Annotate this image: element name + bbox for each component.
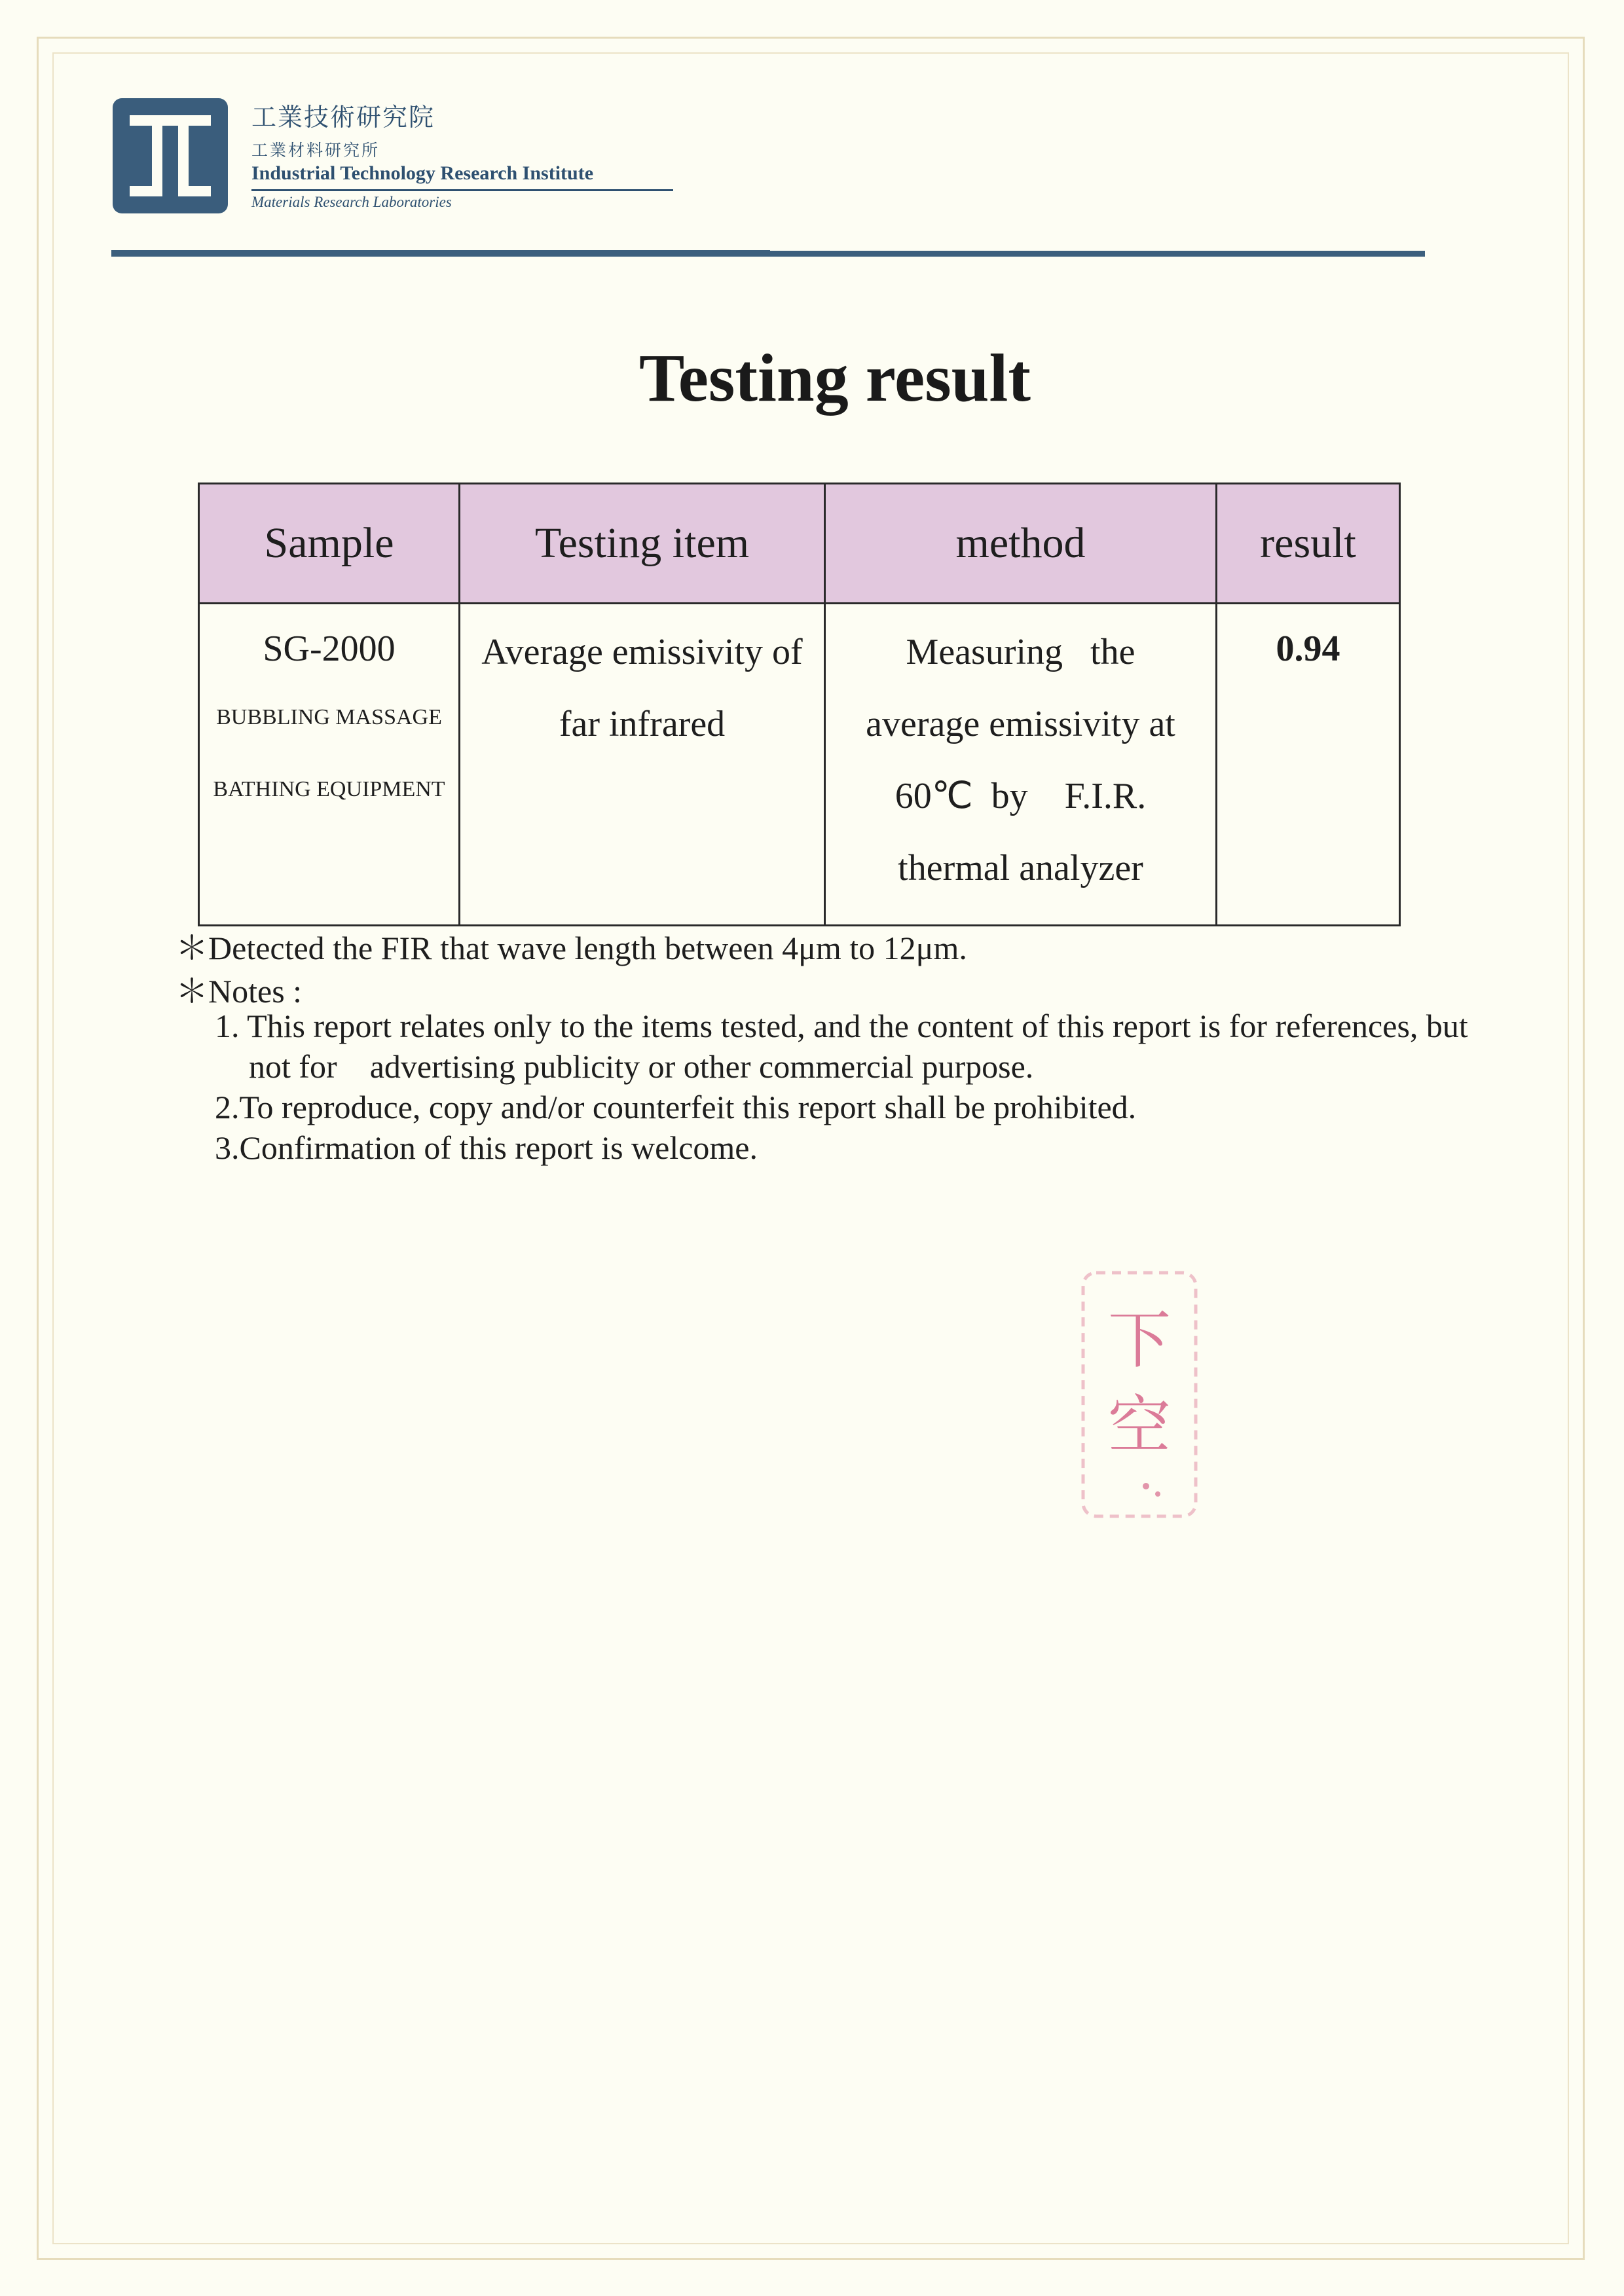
itri-logo-icon (113, 98, 228, 213)
org-name-zh: 工業技術研究院 (251, 103, 435, 132)
header-rule-right (770, 251, 1425, 257)
seal-stamp-icon (1074, 1264, 1205, 1525)
sample-code: SG-2000 (263, 629, 396, 669)
table-row (199, 604, 1400, 926)
note-1-line-2: not for advertising publicity or other commercial purpose. (249, 1048, 1034, 1085)
sample-desc-1: BUBBLING MASSAGE (216, 705, 442, 729)
testing-item-line-2: far infrared (559, 704, 726, 744)
note-detected: ＊Detected the FIR that wave length between 4μm to 12μm. (175, 930, 967, 966)
method-line-3: 60℃ by F.I.R. (895, 776, 1147, 816)
method-line-4: thermal analyzer (898, 848, 1143, 888)
sample-desc-2: BATHING EQUIPMENT (213, 777, 445, 801)
header-testing-item: Testing item (460, 484, 825, 604)
method-line-2: average emissivity at (866, 704, 1175, 744)
note-2: 2.To reproduce, copy and/or counterfeit this report shall be prohibited. (215, 1089, 1137, 1125)
org-name-en: Industrial Technology Research Institute (251, 162, 594, 184)
results-table (198, 483, 1401, 926)
result-value: 0.94 (1276, 629, 1340, 669)
cell-method (825, 604, 1217, 926)
cell-result (1217, 604, 1400, 926)
document-title: Testing result (638, 340, 1031, 416)
svg-text:下: 下 (1108, 1303, 1171, 1377)
cell-testing-item (460, 604, 825, 926)
note-1-line-1: 1. This report relates only to the items tested, and the content of this report is for references, but (215, 1008, 1468, 1044)
header-sample: Sample (199, 484, 460, 604)
header-result: result (1217, 484, 1400, 604)
testing-item-line-1: Average emissivity of (481, 632, 803, 672)
svg-text:空: 空 (1108, 1389, 1171, 1462)
note-3: 3.Confirmation of this report is welcome. (215, 1129, 758, 1166)
org-name-underline (251, 189, 673, 191)
table-header-row (199, 484, 1400, 604)
header-rule (111, 250, 770, 257)
method-line-1: Measuring the (906, 632, 1135, 672)
cell-sample (199, 604, 460, 926)
lab-name-zh: 工業材料研究所 (251, 141, 380, 160)
lab-name-en: Materials Research Laboratories (251, 194, 452, 210)
header-method: method (825, 484, 1217, 604)
notes-label: ＊Notes : (175, 973, 303, 1010)
